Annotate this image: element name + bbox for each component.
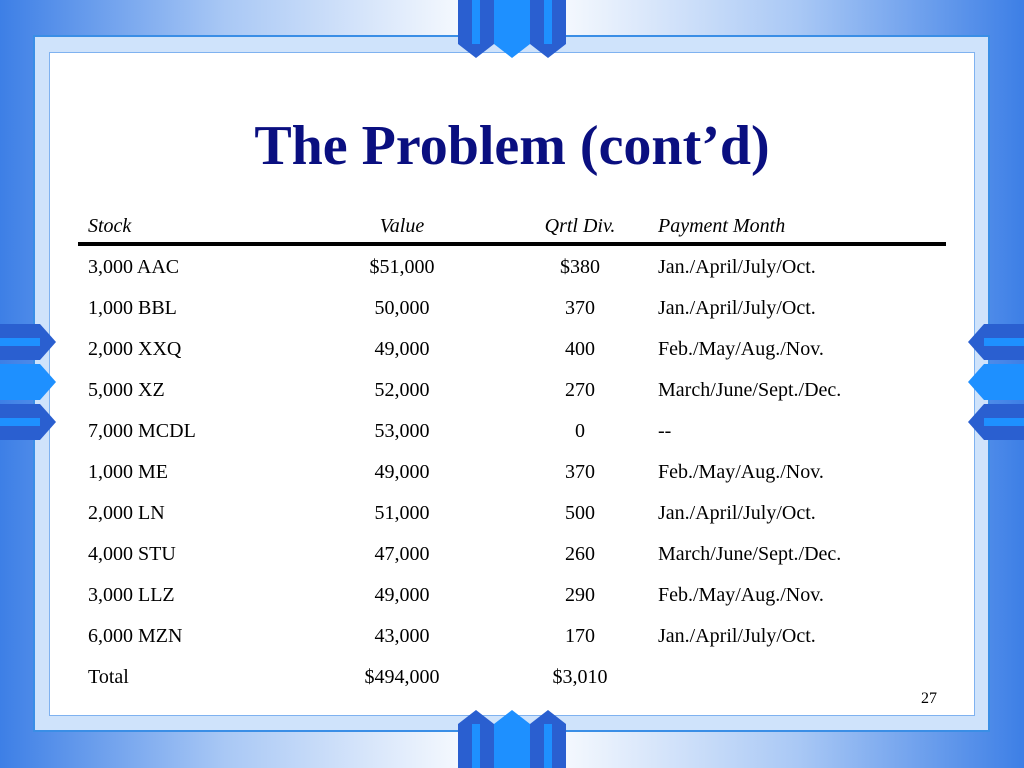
cell-value: 43,000	[374, 625, 430, 647]
cell-dividend: 370	[565, 461, 595, 483]
cell-value: 49,000	[374, 461, 430, 483]
cell-dividend: 400	[565, 338, 595, 360]
cell-stock: 1,000 BBL	[88, 297, 177, 319]
left-ribbon-decoration	[0, 324, 58, 444]
cell-payment-month: Feb./May/Aug./Nov.	[658, 338, 824, 360]
bottom-ribbon-decoration	[458, 710, 568, 768]
cell-value: 47,000	[374, 543, 430, 565]
cell-stock: 3,000 LLZ	[88, 584, 175, 606]
header-payment-month: Payment Month	[658, 215, 786, 237]
cell-dividend: 170	[565, 625, 595, 647]
cell-dividend: $380	[560, 256, 600, 278]
header-value: Value	[379, 215, 425, 237]
page-number: 27	[921, 690, 937, 707]
cell-dividend: 260	[565, 543, 595, 565]
cell-payment-month: Jan./April/July/Oct.	[658, 297, 816, 319]
header-rule	[78, 242, 946, 246]
cell-dividend: 500	[565, 502, 595, 524]
cell-dividend: 270	[565, 379, 595, 401]
cell-value: 51,000	[374, 502, 430, 524]
cell-payment-month: Jan./April/July/Oct.	[658, 625, 816, 647]
cell-value: 49,000	[374, 338, 430, 360]
cell-payment-month: Feb./May/Aug./Nov.	[658, 584, 824, 606]
top-ribbon-decoration	[458, 0, 568, 60]
cell-stock: 5,000 XZ	[88, 379, 165, 401]
cell-payment-month: March/June/Sept./Dec.	[658, 379, 842, 401]
cell-dividend: 0	[575, 420, 585, 442]
slide-title: The Problem (cont’d)	[254, 115, 770, 177]
cell-payment-month: Jan./April/July/Oct.	[658, 502, 816, 524]
cell-value: 50,000	[374, 297, 430, 319]
cell-total-label: Total	[88, 666, 129, 688]
header-quarterly-dividend: Qrtl Div.	[544, 215, 616, 237]
cell-stock: 2,000 XXQ	[88, 338, 182, 360]
cell-total-dividend: $3,010	[552, 666, 608, 688]
header-stock: Stock	[88, 215, 132, 237]
cell-value: $51,000	[369, 256, 435, 278]
cell-value: 49,000	[374, 584, 430, 606]
cell-value: 53,000	[374, 420, 430, 442]
cell-stock: 3,000 AAC	[88, 256, 180, 278]
cell-stock: 6,000 MZN	[88, 625, 183, 647]
cell-stock: 1,000 ME	[88, 461, 168, 483]
cell-stock: 2,000 LN	[88, 502, 165, 524]
cell-dividend: 290	[565, 584, 595, 606]
cell-payment-month: Jan./April/July/Oct.	[658, 256, 816, 278]
cell-payment-month: March/June/Sept./Dec.	[658, 543, 842, 565]
cell-stock: 4,000 STU	[88, 543, 176, 565]
cell-value: 52,000	[374, 379, 430, 401]
right-ribbon-decoration	[966, 324, 1024, 444]
cell-total-value: $494,000	[364, 666, 440, 688]
cell-payment-month: Feb./May/Aug./Nov.	[658, 461, 824, 483]
cell-payment-month: --	[658, 420, 672, 442]
cell-stock: 7,000 MCDL	[88, 420, 196, 442]
cell-dividend: 370	[565, 297, 595, 319]
